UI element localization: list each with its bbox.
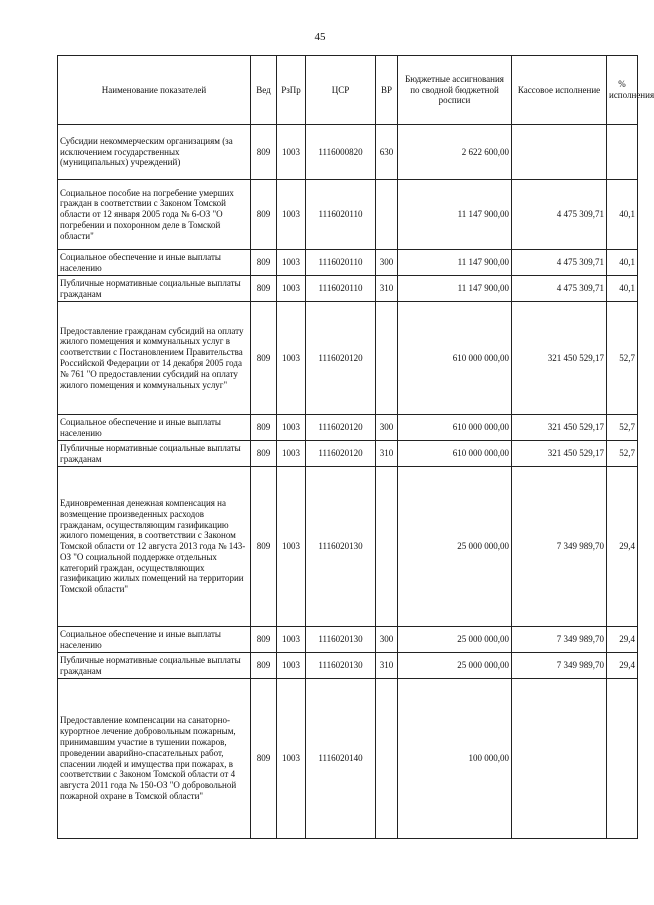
table-row <box>58 250 638 276</box>
cell-budget: 25 000 000,00 <box>398 653 512 679</box>
cell-ved: 809 <box>251 627 277 653</box>
table-row <box>58 679 638 839</box>
cell-csr: 1116020110 <box>306 276 376 302</box>
cell-budget: 11 147 900,00 <box>398 180 512 250</box>
cell-budget: 25 000 000,00 <box>398 627 512 653</box>
cell-vr: 300 <box>376 250 398 276</box>
cell-budget: 100 000,00 <box>398 679 512 839</box>
cell-vr <box>376 180 398 250</box>
cell-ved: 809 <box>251 415 277 441</box>
cell-name: Субсидии некоммерческим организациям (за исключением государственных (муниципальных) учреждений) <box>58 125 251 180</box>
cell-rzpr: 1003 <box>277 441 306 467</box>
table-row <box>58 276 638 302</box>
cell-pct: 52,7 <box>607 415 638 441</box>
cell-vr <box>376 467 398 627</box>
cell-csr: 1116020130 <box>306 467 376 627</box>
cell-csr: 1116020120 <box>306 441 376 467</box>
table-row <box>58 627 638 653</box>
cell-rzpr: 1003 <box>277 250 306 276</box>
cell-vr: 300 <box>376 627 398 653</box>
header-vr: ВР <box>376 56 398 125</box>
cell-pct: 52,7 <box>607 441 638 467</box>
table-header-row <box>58 56 638 125</box>
cell-cash <box>512 125 607 180</box>
cell-name: Публичные нормативные социальные выплаты гражданам <box>58 276 251 302</box>
cell-csr: 1116020110 <box>306 180 376 250</box>
cell-vr: 630 <box>376 125 398 180</box>
cell-rzpr: 1003 <box>277 180 306 250</box>
cell-ved: 809 <box>251 653 277 679</box>
cell-budget: 11 147 900,00 <box>398 250 512 276</box>
cell-name: Публичные нормативные социальные выплаты гражданам <box>58 441 251 467</box>
cell-rzpr: 1003 <box>277 302 306 415</box>
header-pct: % исполнения <box>607 56 638 125</box>
cell-pct: 29,4 <box>607 653 638 679</box>
cell-name: Социальное обеспечение и иные выплаты населению <box>58 627 251 653</box>
cell-cash: 4 475 309,71 <box>512 250 607 276</box>
cell-budget: 610 000 000,00 <box>398 302 512 415</box>
cell-name: Социальное обеспечение и иные выплаты населению <box>58 415 251 441</box>
header-rzpr: РзПр <box>277 56 306 125</box>
cell-cash: 4 475 309,71 <box>512 180 607 250</box>
cell-pct: 40,1 <box>607 180 638 250</box>
cell-rzpr: 1003 <box>277 415 306 441</box>
cell-csr: 1116000820 <box>306 125 376 180</box>
table-row <box>58 415 638 441</box>
table-row <box>58 125 638 180</box>
cell-budget: 25 000 000,00 <box>398 467 512 627</box>
header-budget: Бюджетные ассигнования по сводной бюджетной росписи <box>398 56 512 125</box>
cell-rzpr: 1003 <box>277 125 306 180</box>
header-cash: Кассовое исполнение <box>512 56 607 125</box>
cell-csr: 1116020140 <box>306 679 376 839</box>
cell-cash: 4 475 309,71 <box>512 276 607 302</box>
table-row <box>58 441 638 467</box>
header-name: Наименование показателей <box>58 56 251 125</box>
cell-pct: 40,1 <box>607 276 638 302</box>
cell-ved: 809 <box>251 180 277 250</box>
cell-ved: 809 <box>251 441 277 467</box>
cell-name: Социальное пособие на погребение умерших граждан в соответствии с Законом Томской области от 12 января 2005 года № 6-ОЗ "О погребении и похоронном деле в Томской области" <box>58 180 251 250</box>
cell-vr <box>376 679 398 839</box>
cell-ved: 809 <box>251 467 277 627</box>
cell-pct: 29,4 <box>607 467 638 627</box>
cell-budget: 610 000 000,00 <box>398 415 512 441</box>
cell-cash: 321 450 529,17 <box>512 415 607 441</box>
cell-budget: 610 000 000,00 <box>398 441 512 467</box>
cell-name: Предоставление компенсации на санаторно-курортное лечение добровольным пожарным, принимавшим участие в тушении пожаров, проведении аварийно-спасательных работ, спасении людей и имущества при пожарах, в соответствии с Законом Томской области от 4 августа 2011 года № 150-ОЗ "О добровольной пожарной охране в Томской области" <box>58 679 251 839</box>
cell-rzpr: 1003 <box>277 627 306 653</box>
cell-vr: 310 <box>376 441 398 467</box>
table-row <box>58 180 638 250</box>
cell-cash: 7 349 989,70 <box>512 467 607 627</box>
table-row <box>58 467 638 627</box>
cell-csr: 1116020130 <box>306 627 376 653</box>
budget-table <box>57 55 654 839</box>
cell-csr: 1116020130 <box>306 653 376 679</box>
cell-rzpr: 1003 <box>277 276 306 302</box>
cell-ved: 809 <box>251 125 277 180</box>
cell-rzpr: 1003 <box>277 653 306 679</box>
cell-cash: 7 349 989,70 <box>512 653 607 679</box>
cell-pct: 29,4 <box>607 627 638 653</box>
cell-csr: 1116020120 <box>306 415 376 441</box>
table-row <box>58 302 638 415</box>
cell-name: Публичные нормативные социальные выплаты гражданам <box>58 653 251 679</box>
cell-name: Единовременная денежная компенсация на возмещение произведенных расходов гражданам, осуществляющим газификацию жилого помещения, в соответствии с Законом Томской области от 12 августа 2013 года № 143-ОЗ "О социальной поддержке отдельных категорий граждан, осуществляющих газификацию жилых помещений на территории Томской области" <box>58 467 251 627</box>
cell-vr: 310 <box>376 276 398 302</box>
cell-budget: 11 147 900,00 <box>398 276 512 302</box>
cell-budget: 2 622 600,00 <box>398 125 512 180</box>
cell-ved: 809 <box>251 302 277 415</box>
cell-cash: 7 349 989,70 <box>512 627 607 653</box>
cell-rzpr: 1003 <box>277 679 306 839</box>
cell-cash: 321 450 529,17 <box>512 441 607 467</box>
table-row <box>58 653 638 679</box>
cell-pct <box>607 679 638 839</box>
cell-cash: 321 450 529,17 <box>512 302 607 415</box>
page-number: 45 <box>314 31 326 43</box>
cell-vr: 310 <box>376 653 398 679</box>
cell-vr: 300 <box>376 415 398 441</box>
cell-pct <box>607 125 638 180</box>
header-ved: Вед <box>251 56 277 125</box>
cell-vr <box>376 302 398 415</box>
header-csr: ЦСР <box>306 56 376 125</box>
cell-ved: 809 <box>251 250 277 276</box>
cell-pct: 52,7 <box>607 302 638 415</box>
cell-cash <box>512 679 607 839</box>
cell-ved: 809 <box>251 679 277 839</box>
cell-name: Предоставление гражданам субсидий на оплату жилого помещения и коммунальных услуг в соответствии с Постановлением Правительства Российской Федерации от 14 декабря 2005 года № 761 "О предоставлении субсидий на оплату жилого помещения и коммунальных услуг" <box>58 302 251 415</box>
cell-csr: 1116020110 <box>306 250 376 276</box>
cell-csr: 1116020120 <box>306 302 376 415</box>
cell-pct: 40,1 <box>607 250 638 276</box>
cell-ved: 809 <box>251 276 277 302</box>
cell-rzpr: 1003 <box>277 467 306 627</box>
cell-name: Социальное обеспечение и иные выплаты населению <box>58 250 251 276</box>
